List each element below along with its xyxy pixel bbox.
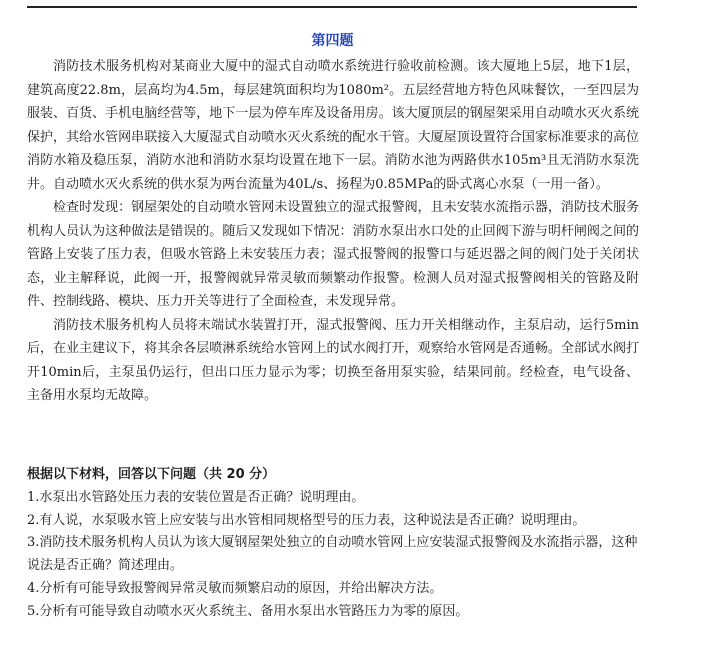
questions-header: 根据以下材料，回答以下问题（共 20 分） — [27, 467, 276, 482]
questions-section — [27, 464, 647, 624]
question-item-1: 1.水泵出水管路处压力表的安装位置是否正确？说明理由。 — [27, 489, 365, 505]
question-item-2: 2.有人说，水泵吸水管上应安装与出水管相同规格型号的压力表，这种说法是否正确？说明理由。 — [27, 512, 586, 528]
paragraph-background: 消防技术服务机构对某商业大厦中的湿式自动喷水系统进行验收前检测。该大厦地上5层，地下1层，建筑高度22.8m，层高均为4.5m，每层建筑面积均为1080m²。五层经营地方特色风味餐饮，一至四层为服装、百货、手机电脑经营等，地下一层为停车库及设备用房。该大厦顶层的钢屋架采用自动喷水灭火系统保护，其给水管网串联接入大厦湿式自动喷水灭火系统的配水干管。大厦屋顶设置符合国家标准要求的高位消防水箱及稳压泵，消防水池和消防水泵均设置在地下一层。消防水池为两路供水105m³且无消防水泵洗井。自动喷水灭火系统的供水泵为两台流量为40L/s、扬程为0.85MPa的卧式离心水泵（一用一备）。 — [27, 59, 639, 192]
paragraph-test: 消防技术服务机构人员将末端试水装置打开，湿式报警阀、压力开关相继动作，主泵启动，运行5min后，在业主建议下，将其余各层喷淋系统给水管网上的试水阀打开，观察给水管网是否通畅。全部试水阀打开10min后，主泵虽仍运行，但出口压力显示为零；切换至备用泵实验，结果同前。经检查，电气设备、主备用水泵均无故障。 — [27, 317, 639, 403]
case-body — [27, 55, 639, 408]
question-item-4: 4.分析有可能导致报警阀异常灵敏而频繁启动的原因，并给出解决方法。 — [27, 580, 443, 596]
paragraph-inspection: 检查时发现：钢屋架处的自动喷水管网未设置独立的湿式报警阀，且未安装水流指示器，消防技术服务机构人员认为这种做法是错误的。随后又发现如下情况：消防水泵出水口处的止回阀下游与明杆闸阀之间的管路上安装了压力表，但吸水管路上未安装压力表；湿式报警阀的报警口与延迟器之间的阀门处于关闭状态，业主解释说，此阀一开，报警阀就异常灵敏而频繁动作报警。检测人员对湿式报警阀相关的管路及附件、控制线路、模块、压力开关等进行了全面检查，未发现异常。 — [27, 200, 639, 309]
top-rule-divider — [27, 6, 637, 8]
question-item-5: 5.分析有可能导致自动喷水灭火系统主、备用水泵出水管路压力为零的原因。 — [27, 603, 469, 619]
question-item-3: 3.消防技术服务机构人员认为该大厦钢屋架处独立的自动喷水管网上应安装湿式报警阀及水流指示器，这种说法是否正确？简述理由。 — [27, 535, 638, 574]
page-title: 第四题 — [311, 33, 354, 49]
